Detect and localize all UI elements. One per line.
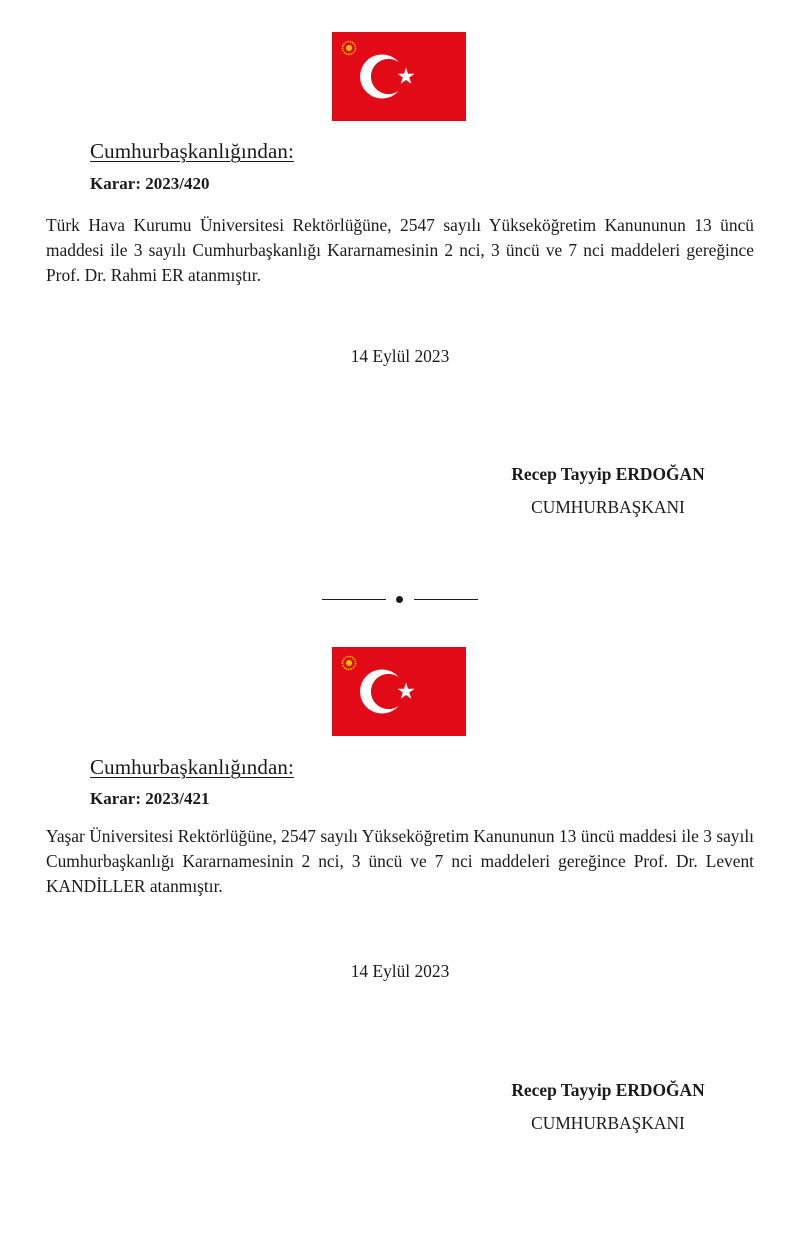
- signer-title: CUMHURBAŞKANI: [531, 497, 685, 517]
- signer-name: Recep Tayyip ERDOĞAN: [511, 1080, 705, 1100]
- turkish-flag-icon: [332, 647, 466, 736]
- signer-title: CUMHURBAŞKANI: [531, 1113, 685, 1133]
- decree-body: Yaşar Üniversitesi Rektörlüğüne, 2547 sayılı Yükseköğretim Kanununun 13 üncü maddesi ile 3 sayılı Cumhurbaşkanlığı Kararnamesinin 2 nci, 3 üncü ve 7 nci maddeleri gereğince Prof. Dr. Levent KANDİLLER atanmıştır.: [46, 826, 754, 896]
- decree-body: Türk Hava Kurumu Üniversitesi Rektörlüğüne, 2547 sayılı Yükseköğretim Kanununun 13 üncü maddesi ile 3 sayılı Cumhurbaşkanlığı Kararnamesinin 2 nci, 3 üncü ve 7 nci maddeleri gereğince Prof. Dr. Rahmi ER atanmıştır.: [46, 215, 754, 285]
- signature-block: [470, 1080, 746, 1134]
- decree-number: Karar: 2023/421: [90, 789, 210, 808]
- signer-name: Recep Tayyip ERDOĞAN: [511, 464, 705, 484]
- decree-heading: Cumhurbaşkanlığından:: [90, 755, 294, 779]
- decree-date: 14 Eylül 2023: [350, 346, 450, 366]
- decree-heading: Cumhurbaşkanlığından:: [90, 139, 294, 163]
- decree-number: Karar: 2023/420: [90, 174, 210, 193]
- decree-date: 14 Eylül 2023: [350, 961, 450, 981]
